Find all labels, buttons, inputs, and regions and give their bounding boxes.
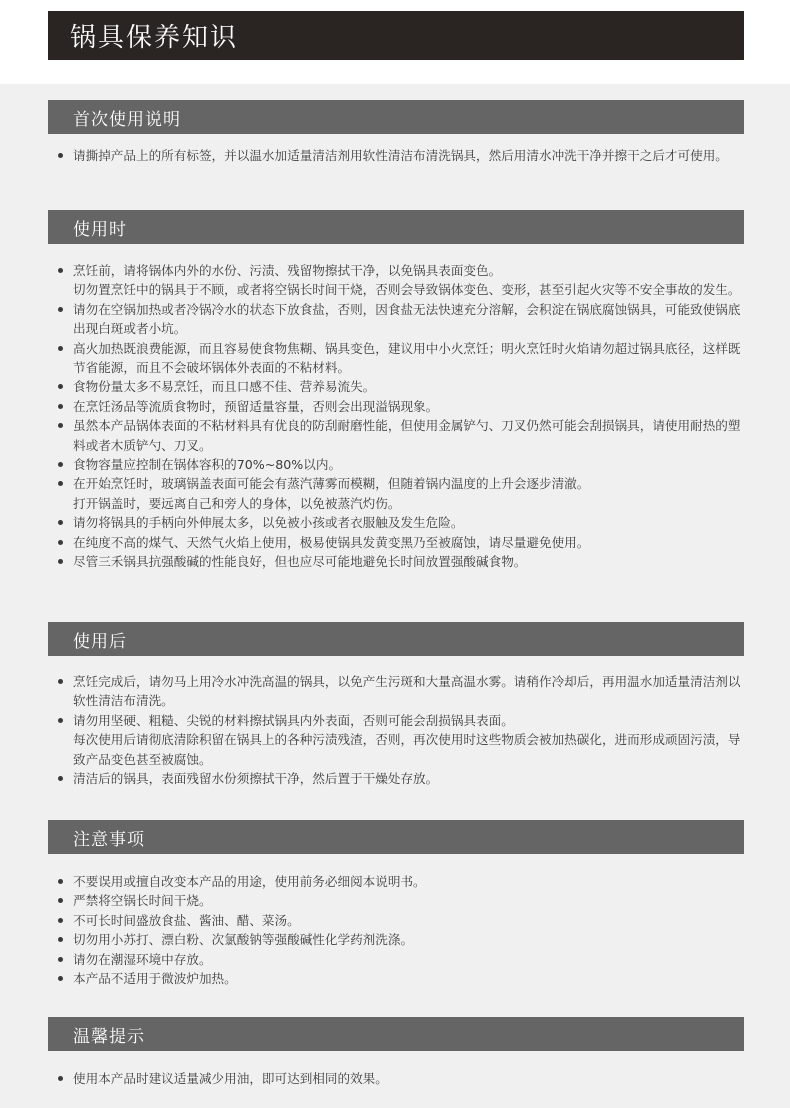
item-text: 请撕掉产品上的所有标签，并以温水加适量清洁剂用软性清洁布清洗锅具，然后用清水冲洗干净并擦干之后才可使用。 (73, 148, 728, 163)
list-item (58, 339, 748, 378)
bullet-icon (58, 1076, 63, 1081)
bullet-icon (58, 559, 63, 564)
item-text: 在烹饪汤品等流质食物时，预留适量容量，否则会出现溢锅现象。 (73, 398, 439, 414)
bullet-icon (58, 268, 63, 273)
bullet-icon (58, 937, 63, 942)
list-item (58, 911, 748, 930)
item-text: 请勿将锅具的手柄向外伸展太多，以免被小孩或者衣服触及发生危险。 (73, 515, 464, 531)
list-item (58, 533, 748, 552)
list-item (58, 513, 748, 532)
item-text: 虽然本产品锅体表面的不粘材料具有优良的防刮耐磨性能，但使用金属铲勺、刀叉仍然可能会刮损锅具，请使用耐热的塑料或者木质铲勺、刀叉。 (73, 418, 741, 453)
item-list (58, 261, 748, 572)
item-text: 食物份量太多不易烹饪，而且口感不佳、营养易流失。 (73, 379, 376, 395)
item-text: 高火加热既浪费能源，而且容易使食物焦糊、锅具变色，建议用中小火烹饪；明火烹饪时火焰请勿超过锅具底径，这样既节省能源，而且不会破坏锅体外表面的不粘材料。 (73, 340, 741, 376)
section-header (48, 100, 744, 134)
header-area (0, 0, 790, 84)
item-continuation: 每次使用后请彻底清除积留在锅具上的各种污渍残渣，否则，再次使用时这些物质会被加热碳化，进而形成顽固污渍，导致产品变色甚至被腐蚀。 (73, 732, 741, 767)
item-text: 在开始烹饪时，玻璃锅盖表面可能会有蒸汽薄雾而模糊，但随着锅内温度的上升会逐步清澈。 (73, 476, 590, 492)
bullet-icon (58, 679, 63, 684)
item-text: 请勿在空锅加热或者冷锅冷水的状态下放食盐，否则，因食盐无法快速充分溶解，会积淀在锅底腐蚀锅具，可能致使锅底出现白斑或者小坑。 (73, 301, 741, 337)
item-continuation: 切勿置烹饪中的锅具于不顾，或者将空锅长时间干烧，否则会导致锅体变色、变形，甚至引起火灾等不安全事故的发生。 (73, 282, 741, 298)
section-title: 温馨提示 (73, 1026, 145, 1047)
bullet-icon (58, 384, 63, 389)
list-item (58, 950, 748, 969)
section-title: 首次使用说明 (73, 109, 181, 130)
bullet-icon (58, 918, 63, 923)
item-continuation: 打开锅盖时，要远离自己和旁人的身体，以免被蒸汽灼伤。 (73, 495, 401, 511)
bullet-icon (58, 540, 63, 545)
list-item (58, 1069, 748, 1088)
item-list (58, 146, 748, 165)
bullet-icon (58, 481, 63, 486)
list-item (58, 300, 748, 339)
bullet-icon (58, 976, 63, 981)
list-item (58, 672, 748, 711)
list-item (58, 397, 748, 416)
list-item (58, 416, 748, 455)
list-item (58, 146, 748, 165)
section-title: 使用时 (73, 219, 127, 240)
item-text: 烹饪前，请将锅体内外的水份、污渍、残留物擦拭干净，以免锅具表面变色。 (73, 263, 502, 278)
bullet-icon (58, 423, 63, 428)
item-text: 在纯度不高的煤气、天然气火焰上使用，极易使锅具发黄变黑乃至被腐蚀，请尽量避免使用。 (73, 534, 590, 550)
item-text: 不可长时间盛放食盐、酱油、醋、菜汤。 (73, 912, 300, 928)
list-item (58, 769, 748, 788)
list-item (58, 261, 748, 300)
list-item (58, 455, 748, 474)
item-text: 烹饪完成后，请勿马上用冷水冲洗高温的锅具，以免产生污斑和大量高温水雾。请稍作冷却后，再用温水加适量清洁剂以软性清洁布清洗。 (73, 674, 741, 709)
list-item (58, 711, 748, 769)
item-text: 切勿用小苏打、漂白粉、次氯酸钠等强酸碱性化学药剂洗涤。 (73, 932, 414, 948)
item-text: 请勿在潮湿环境中存放。 (73, 951, 212, 967)
list-item (58, 474, 748, 513)
bullet-icon (58, 879, 63, 884)
title-bar (48, 11, 744, 60)
bullet-icon (58, 153, 63, 158)
bullet-icon (58, 462, 63, 467)
item-text: 尽管三禾锅具抗强酸碱的性能良好，但也应尽可能地避免长时间放置强酸碱食物。 (73, 554, 527, 570)
item-text: 不要误用或擅自改变本产品的用途，使用前务必细阅本说明书。 (73, 874, 426, 889)
list-item (58, 969, 748, 988)
section-header (48, 820, 744, 854)
section-header (48, 622, 744, 656)
list-item (58, 872, 748, 891)
item-list (58, 1069, 748, 1088)
item-text: 清洁后的锅具，表面残留水份须擦拭干净，然后置于干燥处存放。 (73, 771, 439, 787)
item-text: 本产品不适用于微波炉加热。 (73, 971, 237, 987)
item-list (58, 872, 748, 988)
bullet-icon (58, 404, 63, 409)
bullet-icon (58, 718, 63, 723)
bullet-icon (58, 307, 63, 312)
list-item (58, 377, 748, 396)
list-item (58, 891, 748, 910)
section-title: 注意事项 (73, 829, 145, 850)
page-title: 锅具保养知识 (70, 23, 239, 53)
item-text: 严禁将空锅长时间干烧。 (73, 893, 212, 909)
bullet-icon (58, 776, 63, 781)
bullet-icon (58, 957, 63, 962)
section-header (48, 210, 744, 244)
bullet-icon (58, 520, 63, 525)
bullet-icon (58, 346, 63, 351)
content-area (0, 84, 790, 1108)
item-list (58, 672, 748, 788)
section-title: 使用后 (73, 631, 127, 652)
list-item (58, 930, 748, 949)
section-header (48, 1017, 744, 1051)
item-text: 请勿用坚硬、粗糙、尖锐的材料擦拭锅具内外表面，否则可能会刮损锅具表面。 (73, 712, 514, 728)
list-item (58, 552, 748, 571)
bullet-icon (58, 898, 63, 903)
item-text: 食物容量应控制在锅体容积的70%~80%以内。 (73, 457, 342, 473)
item-text: 使用本产品时建议适量减少用油，即可达到相同的效果。 (73, 1071, 388, 1086)
